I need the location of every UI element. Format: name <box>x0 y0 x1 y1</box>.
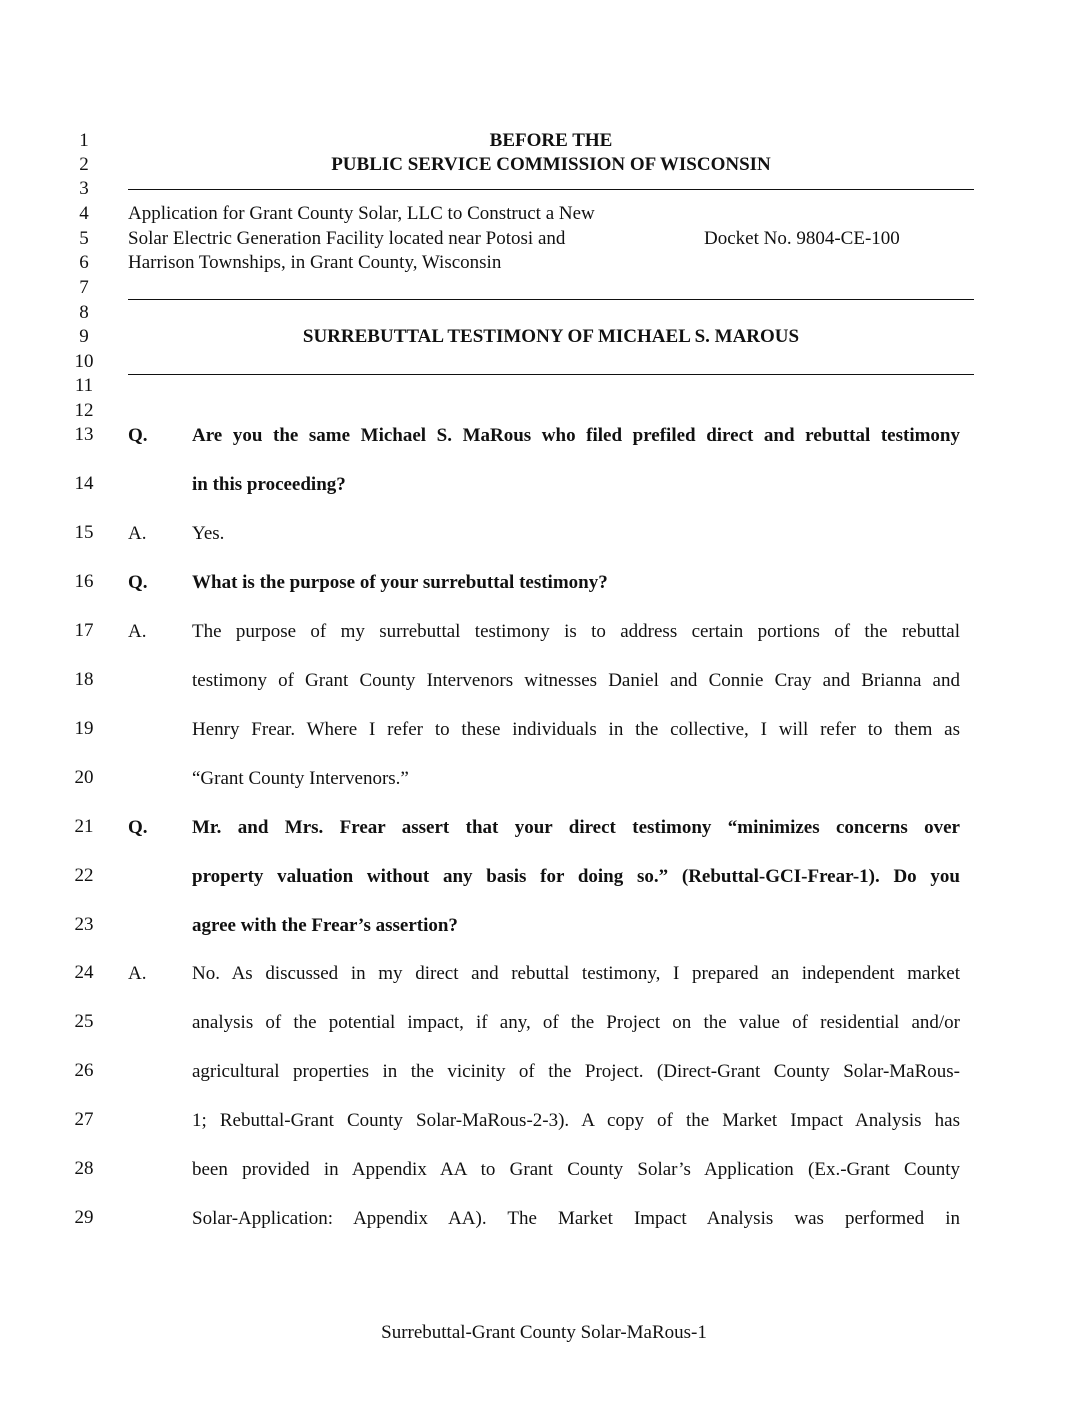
question-marker: Q. <box>128 572 148 593</box>
testimony-line: Solar-Application: Appendix AA). The Market Impact Analysis was performed in <box>192 1208 960 1229</box>
testimony-line: Mr. and Mrs. Frear assert that your direct testimony “minimizes concerns over <box>192 817 960 838</box>
testimony-line: No. As discussed in my direct and rebuttal testimony, I prepared an independent market <box>192 963 960 984</box>
title-rule <box>128 374 974 375</box>
line-number: 26 <box>74 1060 94 1081</box>
testimony-line: The purpose of my surrebuttal testimony is to address certain portions of the rebuttal <box>192 621 960 642</box>
line-number: 15 <box>74 522 94 543</box>
testimony-line: What is the purpose of your surrebuttal testimony? <box>192 572 608 593</box>
line-number: 4 <box>79 203 89 224</box>
line-number: 3 <box>79 178 89 199</box>
testimony-line: property valuation without any basis for doing so.” (Rebuttal-GCI-Frear-1). Do you <box>192 866 960 887</box>
line-number: 25 <box>74 1011 94 1032</box>
testimony-line: analysis of the potential impact, if any, of the Project on the value of residential and/or <box>192 1012 960 1033</box>
line-number: 23 <box>74 914 94 935</box>
answer-marker: A. <box>128 523 147 544</box>
line-number: 8 <box>79 302 89 323</box>
answer-marker: A. <box>128 963 147 984</box>
caption-line: Application for Grant County Solar, LLC to Construct a New <box>128 203 595 224</box>
testimony-line: Henry Frear. Where I refer to these individuals in the collective, I will refer to them as <box>192 719 960 740</box>
line-number: 24 <box>74 962 94 983</box>
testimony-title: SURREBUTTAL TESTIMONY OF MICHAEL S. MAROUS <box>302 326 800 347</box>
line-number: 5 <box>79 228 89 249</box>
testimony-line: Yes. <box>192 523 225 544</box>
testimony-line: Are you the same Michael S. MaRous who filed prefiled direct and rebuttal testimony <box>192 425 960 446</box>
line-number: 21 <box>74 816 94 837</box>
court-header-line1: BEFORE THE <box>489 130 613 151</box>
line-number: 28 <box>74 1158 94 1179</box>
caption-line: Solar Electric Generation Facility located near Potosi and <box>128 228 566 249</box>
question-marker: Q. <box>128 817 148 838</box>
testimony-line: agree with the Frear’s assertion? <box>192 915 458 936</box>
header-rule <box>128 189 974 190</box>
line-number: 29 <box>74 1207 94 1228</box>
line-number: 9 <box>79 326 89 347</box>
line-number: 27 <box>74 1109 94 1130</box>
page-footer: Surrebuttal-Grant County Solar-MaRous-1 <box>381 1322 707 1343</box>
line-number: 16 <box>74 571 94 592</box>
line-number: 13 <box>74 424 94 445</box>
line-number: 17 <box>74 620 94 641</box>
line-number: 19 <box>74 718 94 739</box>
line-number: 20 <box>74 767 94 788</box>
line-number: 2 <box>79 154 89 175</box>
testimony-line: in this proceeding? <box>192 474 346 495</box>
testimony-line: 1; Rebuttal-Grant County Solar-MaRous-2-3). A copy of the Market Impact Analysis has <box>192 1110 960 1131</box>
testimony-line: agricultural properties in the vicinity of the Project. (Direct-Grant County Solar-MaRous- <box>192 1061 960 1082</box>
caption-rule <box>128 299 974 300</box>
testimony-line: testimony of Grant County Intervenors witnesses Daniel and Connie Cray and Brianna and <box>192 670 960 691</box>
line-number: 6 <box>79 252 89 273</box>
line-number: 12 <box>74 400 94 421</box>
caption-line: Harrison Townships, in Grant County, Wisconsin <box>128 252 502 273</box>
line-number: 22 <box>74 865 94 886</box>
docket-number: Docket No. 9804-CE-100 <box>704 228 900 249</box>
line-number: 18 <box>74 669 94 690</box>
line-number: 11 <box>74 375 94 396</box>
testimony-line: been provided in Appendix AA to Grant County Solar’s Application (Ex.-Grant County <box>192 1159 960 1180</box>
testimony-line: “Grant County Intervenors.” <box>192 768 409 789</box>
line-number: 14 <box>74 473 94 494</box>
question-marker: Q. <box>128 425 148 446</box>
line-number: 10 <box>74 351 94 372</box>
court-header-line2: PUBLIC SERVICE COMMISSION OF WISCONSIN <box>331 154 771 175</box>
line-number: 1 <box>79 130 89 151</box>
line-number: 7 <box>79 277 89 298</box>
answer-marker: A. <box>128 621 147 642</box>
